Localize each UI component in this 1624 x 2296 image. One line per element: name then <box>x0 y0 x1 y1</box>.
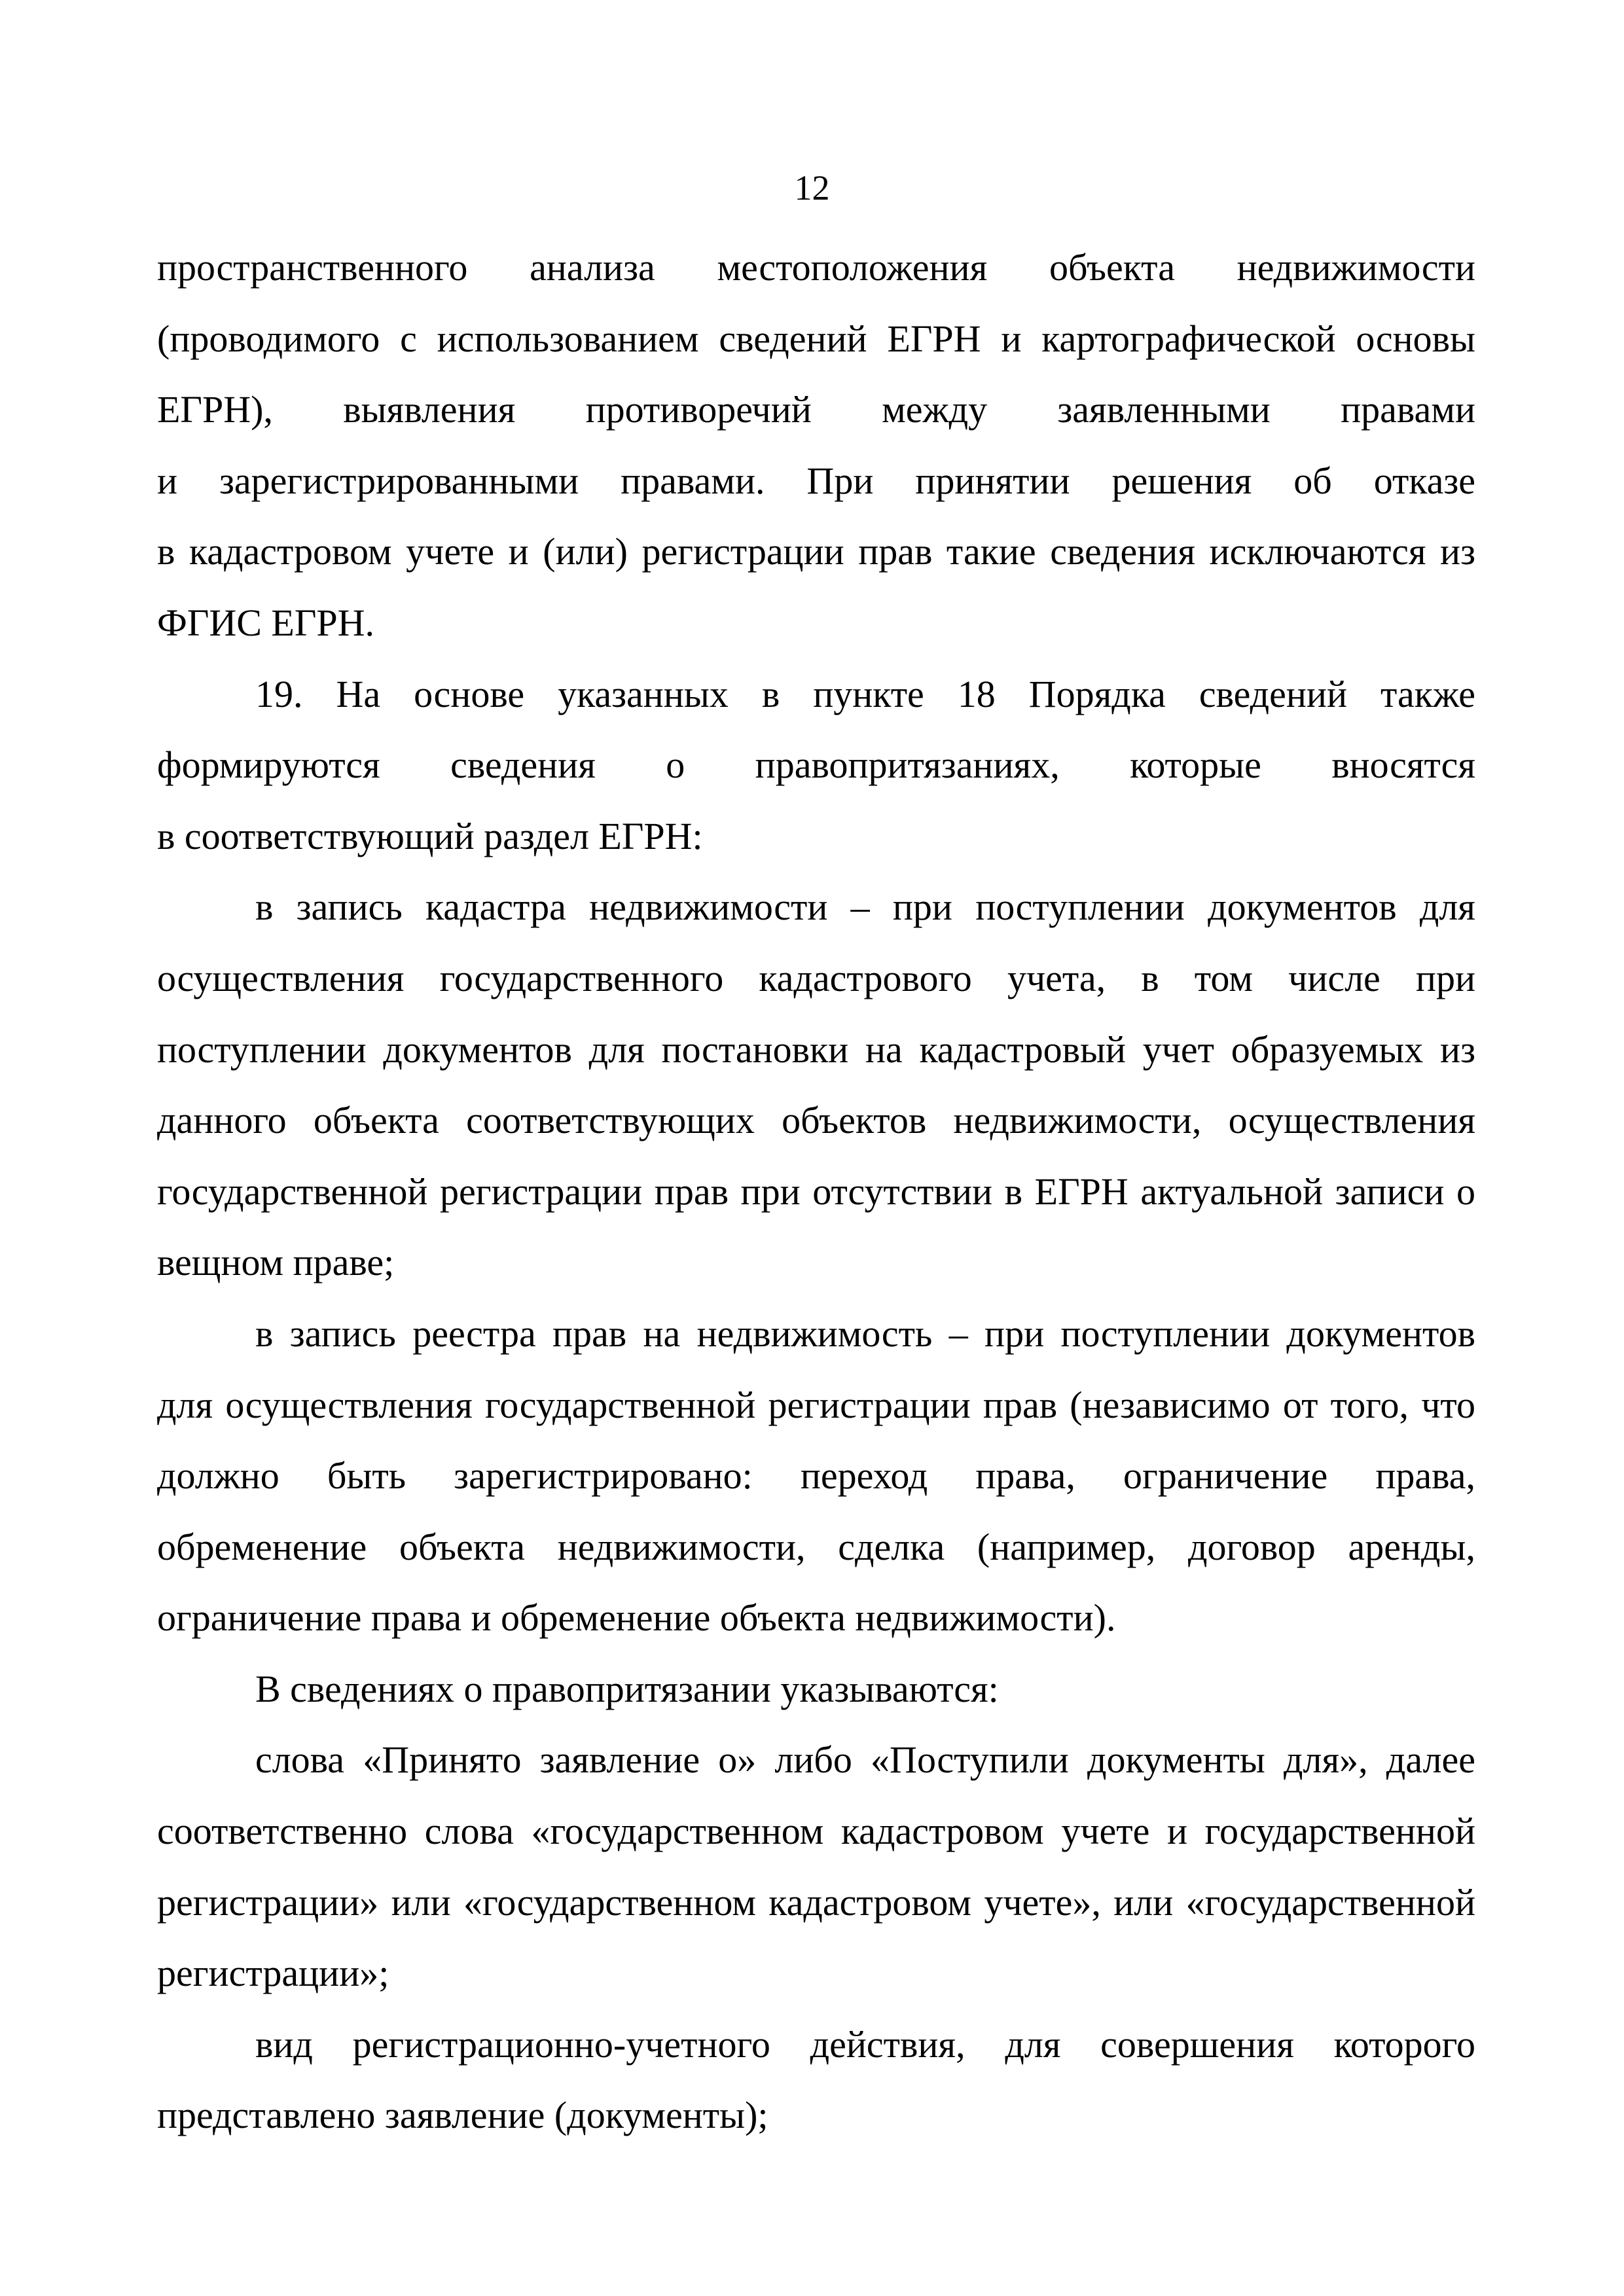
text-line: в соответствующий раздел ЕГРН: <box>157 814 703 857</box>
paragraph-continuation <box>157 232 1475 659</box>
text-line: обременение объекта недвижимости, сделка (например, договор аренды, <box>157 1525 1475 1568</box>
text-line: 19. На основе указанных в пункте 18 Порядка сведений также <box>255 672 1475 715</box>
paragraph-words <box>157 1725 1475 2009</box>
text-line: поступлении документов для постановки на кадастровый учет образуемых из <box>157 1028 1475 1071</box>
text-line: представлено заявление (документы); <box>157 2094 768 2137</box>
text-line: вещном праве; <box>157 1241 395 1284</box>
text-line: в запись кадастра недвижимости – при поступлении документов для <box>255 886 1475 929</box>
text-line: (проводимого с использованием сведений ЕГРН и картографической основы <box>157 317 1475 360</box>
text-line: ЕГРН), выявления противоречий между заявленными правами <box>157 388 1475 431</box>
text-line: данного объекта соответствующих объектов недвижимости, осуществления <box>157 1099 1475 1142</box>
text-line: государственной регистрации прав при отсутствии в ЕГРН актуальной записи о <box>157 1170 1475 1213</box>
text-line: ФГИС ЕГРН. <box>157 601 375 644</box>
text-line: для осуществления государственной регистрации прав (независимо от того, что <box>157 1383 1475 1426</box>
text-line: осуществления государственного кадастрового учета, в том числе при <box>157 956 1475 999</box>
text-line: в кадастровом учете и (или) регистрации прав такие сведения исключаются из <box>157 530 1475 573</box>
text-line: В сведениях о правопритязании указываются: <box>255 1667 999 1710</box>
paragraph-cadastre-record <box>157 872 1475 1299</box>
text-line: соответственно слова «государственном кадастровом учете и государственной <box>157 1810 1475 1853</box>
text-line: и зарегистрированными правами. При принятии решения об отказе <box>157 459 1475 502</box>
text-line: регистрации» или «государственном кадастровом учете», или «государственной <box>157 1880 1475 1924</box>
paragraph-action-type <box>157 2009 1475 2151</box>
text-line: ограничение права и обременение объекта недвижимости). <box>157 1596 1116 1640</box>
paragraph-item-19 <box>157 659 1475 872</box>
paragraph-claim-info-heading <box>157 1654 1475 1725</box>
text-line: регистрации»; <box>157 1952 389 1995</box>
paragraph-rights-registry-record <box>157 1299 1475 1654</box>
document-body <box>157 232 1475 2151</box>
text-line: пространственного анализа местоположения объекта недвижимости <box>157 246 1475 289</box>
page-number: 12 <box>794 168 830 207</box>
text-line: должно быть зарегистрировано: переход права, ограничение права, <box>157 1454 1475 1498</box>
text-line: формируются сведения о правопритязаниях, которые вносятся <box>157 744 1475 787</box>
text-line: вид регистрационно-учетного действия, для совершения которого <box>255 2022 1475 2066</box>
text-line: слова «Принято заявление о» либо «Поступили документы для», далее <box>255 1738 1475 1782</box>
text-line: в запись реестра прав на недвижимость – при поступлении документов <box>255 1312 1475 1355</box>
